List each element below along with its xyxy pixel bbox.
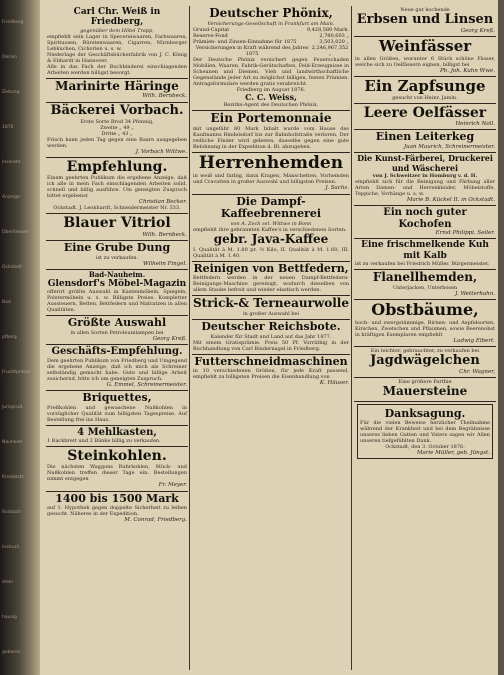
ad-mauersteine [354, 378, 496, 402]
ad-kuh [354, 239, 496, 270]
ad-place: Bad-Nauheim. [88, 269, 146, 279]
column-rule [189, 6, 190, 670]
ad-vitriol [46, 214, 188, 240]
ad-title: Weinfässer [378, 37, 472, 56]
ad-reinigen [192, 262, 350, 297]
gutter-text: geboren [2, 650, 21, 655]
figure-value: 3,503,020 „ [319, 38, 349, 45]
ad-auswahl [46, 316, 188, 345]
column-right [354, 6, 496, 670]
ad-obstbaeume [354, 300, 496, 347]
ad-baeckerei [46, 103, 188, 158]
ad-title: Die Kunst-Färberei, Druckerei und Wäscherei [357, 153, 493, 173]
page-edge [498, 0, 504, 675]
figure-value: 2,780,603 „ [319, 32, 349, 39]
ad-signature: Wilhelm Fingel. [143, 260, 187, 267]
ad-body: in großer Auswahl bei [242, 311, 300, 318]
ad-title: Futterschneidmaschinen [194, 354, 348, 368]
ad-title: Blauer Vitriol [63, 215, 171, 232]
ad-body: I. Qualität à M. 1.80 pr. ½ Kilo, II. Qualität à M. 1.60, III. Qualität à M. 1.40. [193, 246, 349, 259]
figure-row [193, 45, 349, 57]
ad-flanell [354, 270, 496, 300]
ad-signature: Marie Müller, geb. Jüngst. [416, 449, 490, 456]
ad-body: 1 Backbrett und 2 Bänke billig zu verkaufen. [47, 438, 161, 445]
gutter-text: Oerlen [2, 55, 18, 60]
ad-futter [192, 355, 350, 389]
ad-body: Einem geehrten Publikum die ergebene Anzeige, daß ich alle in mein Fach einschlagenden Arbeiten solid, schnell und billig ausführe. Um geneigten Zuspruch bittet ergebenst [47, 175, 187, 200]
ad-body: Alle in das Fach der Buchbinderei einschlagenden Arbeiten werden billigst besorgt. [47, 63, 187, 76]
ad-pretitle: Ein leichter, gebrauchter, zu verkaufen bei [370, 347, 480, 354]
ad-title: Geschäfts-Empfehlung. [51, 346, 183, 358]
gutter-text: Rosbach [2, 510, 21, 515]
ad-jagdwaegelchen [354, 347, 496, 378]
ad-body: hoch- und zwergstämmige, Birnen- und Aepfelsorten, Kirschen, Zwetschen und Pflaumen, sowie Beerenobst in kräftigen Exemplaren empfiehlt [355, 319, 495, 338]
ad-title: Empfehlung. [66, 159, 168, 176]
ad-title: Die Dampf-Kaffeebrennerei [220, 194, 322, 221]
column-rule [351, 6, 352, 670]
gutter-text: instruct [2, 545, 20, 550]
ad-title: Deutscher Phönix, [209, 6, 333, 20]
ad-date: Ockstadt, den 3. October 1876. [385, 443, 465, 450]
ad-signature: K. Häuser. [319, 380, 349, 387]
ad-title: Steinkohlen. [67, 448, 167, 465]
ad-signature: J. Vorbach Wittwe. [135, 148, 187, 155]
ad-title: Briquettes, [82, 390, 152, 404]
ad-body: Die nächsten Waggons Ruhrkohlen, Stück- und Nußkohlen treffen dieser Tage ein. Bestellungen nimmt entgegen [47, 464, 187, 483]
ad-body: in allen Sorten Petroleumlampen bei [70, 329, 164, 336]
ad-title: Erbsen und Linsen [356, 12, 494, 27]
ad-body: Der Deutsche Phönix versichert gegen Feuerschaden Mobilien, Waaren, Fabrik-Gerätschaften, Feld-Erzeugnisse in Scheunen und Diemen, Vieh und landwirthschaftliche Gegenstände jeder Art zu möglichst billigen, festen Prämien. Antragsformulare werden gratis verabreicht. [193, 56, 349, 87]
ad-phoenix [192, 6, 350, 111]
figure-value: 9,428,580 Mark. [306, 26, 349, 33]
ad-title: Strick-& Terneaurwolle [193, 296, 349, 311]
gutter-text: Inserate [2, 160, 21, 165]
ad-leiter [354, 130, 496, 153]
gutter-text: Fruchtpreise [2, 370, 30, 375]
ad-pretitle: Eine größere Parthie [398, 379, 452, 386]
ad-title: Größte Auswahl [67, 316, 167, 330]
ad-subtitle: Versicherungs-Gesellschaft in Frankfurt am Main. [207, 20, 335, 27]
gutter-text: 1876 [2, 125, 14, 130]
gutter-text: pfberg [2, 335, 17, 340]
ad-zapfjunge [354, 77, 496, 104]
ad-signature: Heinrich Noll. [455, 121, 495, 128]
gutter-text: hausig [2, 615, 17, 620]
ad-signature: Christian Becker. [138, 199, 187, 206]
ad-title: Marinirte Häringe [55, 78, 179, 93]
ad-subtitle: von A. Zech sel. Wittwe in Bonn [230, 220, 312, 227]
book-binding-gutter [0, 0, 40, 675]
ad-weiss [46, 6, 188, 79]
column-left [46, 6, 188, 670]
ad-subtitle: gegenüber dem Hôtel Trapp, [80, 27, 154, 34]
ad-signature: Wilh. Bernbeck. [142, 231, 187, 238]
ad-kochofen [354, 206, 496, 239]
ad-body: in 10 verschiedenen Größen, für jede Kraft passend, empfiehlt zu billigsten Preisen die Eisenhandlung von [193, 368, 349, 381]
ad-signature: Chr. Wagner, [459, 368, 495, 375]
ad-title: Ein Portemonnaie [210, 110, 332, 125]
ad-title: 1400 bis 1500 Mark [55, 491, 179, 505]
ad-signature: Fr. Meyer. [158, 482, 187, 489]
figure-label: Prämien- und Zinsen-Einnahme für 1875 [193, 38, 297, 45]
ad-signature: J. Sachs. [325, 185, 349, 192]
ad-title: Glensdorf's Möbel-Magazin [47, 278, 187, 289]
ad-subtitle: ist zu verkaufen. [95, 254, 139, 261]
ad-geschaeft [46, 345, 188, 391]
ad-herrenhemden [192, 153, 350, 195]
ad-title: Carl Chr. Weiß in Friedberg, [73, 7, 161, 28]
ad-kaffee [192, 195, 350, 262]
ad-title: gebr. Java-Kaffee [213, 231, 329, 246]
ad-body: Niederlage der Geschäftsbücherfabrik von J. C. König & Ebhardt in Hannover. [47, 51, 187, 64]
ad-danksagung [357, 404, 493, 459]
ad-signature: Ph. Joh. Kuhn Wwe. [439, 67, 495, 74]
price-line: Dritte „ 43 „ [101, 130, 133, 137]
ad-briquettes [46, 391, 188, 426]
gutter-text: Friedberg [2, 20, 24, 25]
ad-dung [46, 241, 188, 270]
ad-signature: Ernst Philippi, Seiler. [435, 230, 495, 237]
gutter-text: Zeitung [2, 90, 20, 95]
gutter-text: Oberhessen [2, 230, 29, 235]
ad-signature: J. Wetterhahn. [455, 290, 495, 297]
ad-title: Leere Oelfässer [363, 105, 487, 122]
figure-label: Grund-Capital [193, 26, 229, 33]
figure-label: Reserve-Fond [193, 32, 228, 39]
ad-title: Ein noch guter Kochofen [383, 207, 467, 230]
gutter-text: Kreisblatt [2, 475, 24, 480]
ad-oelfaesser [354, 104, 496, 130]
ad-title: Eine frischmelkende Kuh mit Kalb [361, 240, 489, 261]
ad-title: Eine Grube Dung [63, 240, 171, 254]
ad-signature: Ludwig Elbert. [453, 337, 495, 344]
price-line: Zweite „ 49 „ [100, 124, 134, 131]
ad-signature: C. C. Weiss, [245, 91, 297, 102]
ad-title: Reinigen von Bettfedern, [193, 261, 349, 275]
ad-signature: Juan Maurich, Schreinermeister. [403, 144, 495, 151]
ad-title: Danksagung. [384, 406, 466, 420]
ad-body: in weiß und farbig, dann Kragen, Manschetten, Vorhemden und Cravatten in großer Auswahl und billigsten Preisen. [193, 173, 349, 186]
ad-body: empfiehlt sein Lager in Specereiwaaren, Farbwaaren, Spirituosen, Bürstenwaaren, Cigarren, Nürnberger Lebkuchen, Cichorien u. s. w. [47, 33, 187, 52]
gutter-text: Ockstadt [2, 265, 23, 270]
gutter-text: Anzeige [2, 195, 20, 200]
ad-signature: M. Conrad, Friedberg. [124, 517, 187, 524]
ad-title: Mauersteine [382, 384, 468, 399]
ad-reichsbote [192, 320, 350, 355]
ad-steinkohlen [46, 447, 188, 491]
ad-body: Für die vielen Beweise herzlicher Theilnahme während der Krankheit und bei dem Begräbnisse unseres lieben Gatten und Vaters sagen wir Allen unseren tiefgefühlten Dank. [360, 419, 490, 444]
figure-label: Versicherungen in Kraft während des Jahres 1875 [195, 44, 309, 57]
gutter-text: stein [2, 580, 13, 585]
ad-weinfaesser [354, 37, 496, 77]
ad-empfehlung [46, 158, 188, 214]
ad-subtitle: Kalender für Stadt und Land auf das Jahr 1877. [210, 333, 332, 340]
ad-mehlkasten [46, 426, 188, 448]
ad-title: Einen Leiterkeg [375, 130, 475, 144]
ad-signature-sub: Bezirks-Agent des Deutschen Phönix. [223, 101, 319, 108]
figure-value: 2,246,967,352 „ [311, 44, 349, 57]
ad-subtitle: Unterjacken, Unterhosen [392, 284, 458, 291]
ad-signature: Georg Kreß. [152, 335, 187, 342]
ad-title: Ein Zapfsunge [364, 76, 486, 95]
ad-body: mit ungefähr 80 Mark Inhalt wurde vom Hause des Kaufmanns Rindelsdorf bis zur Bahnhofstraße verloren. Der redliche Finder wird gebeten, dasselbe gegen eine gute Belohnung in der Expedition d. Bl. abzugeben. [193, 125, 349, 150]
ad-erbsen [354, 6, 496, 37]
ad-body: ist zu verkaufen bei Friedrich Müller, Bürgermeister. [355, 261, 490, 268]
ad-footnote: Ockstadt. J. Leonhardt, Schneidermeister Nr. 333. [53, 205, 181, 212]
ad-moebel [46, 270, 188, 316]
ad-date: Friedberg im August 1876. [236, 86, 306, 93]
gutter-text: Bad [2, 300, 11, 305]
ad-title: Deutscher Reichsbote. [201, 320, 341, 334]
ad-body: empfiehlt ihre gebrannten Kaffee's in verschiedenen Sorten. [193, 226, 347, 233]
ad-body: Bettfedern werden in der neuen Dampf-Bettfedern-Reinigungs-Maschine gereinigt, wodurch dieselben von allem Staube befreit und wieder elastisch werden. [193, 275, 349, 294]
ad-title: Flanellhemden, [372, 270, 478, 285]
ad-title: Obstbäume, [371, 300, 479, 320]
ad-body: gesucht von Heinr. Jamin. [392, 95, 458, 102]
ad-title: 4 Mehlkasten, [77, 426, 157, 438]
price-line: Erste Sorte Brod 34 Pfennig, [80, 118, 154, 125]
ad-body: in allen Größen, worunter 6 Stück schöne Fässer, welche sich zu Oelfässern eignen, billigst bei [355, 55, 495, 68]
ad-portemonnaie [192, 111, 350, 153]
ad-body: offerirt größte Auswahl in Kastenmöbeln, Spiegeln, Polstermöbeln u. s. w. Billigste Preise. Kompletter Aussteuern, Betten, Bettfedern und Matratzen in allen Qualitäten. [47, 289, 187, 314]
ad-pretitle: Neue gut kochende [400, 7, 450, 13]
ad-signature: Wilh. Bernbeck. [142, 93, 187, 100]
column-middle [192, 6, 350, 670]
ad-title: Herrenhemden [198, 152, 344, 173]
ad-haringe [46, 79, 188, 103]
ad-body: Frisch kann jeden Tag gegen eine Baare ausgegeben werden. [47, 136, 187, 149]
ad-mark [46, 492, 188, 526]
ad-body: empfiehlt sich für die Reinigung und Färbung aller Arten Damen- und Herrenkleider, Möbelstoffe, Teppiche, Vorhänge u. s. w. [355, 178, 495, 197]
ad-faerberei [354, 153, 496, 206]
ad-subtitle: von J. Schweitzer in Homburg v. d. H. [372, 172, 478, 179]
gutter-text: jurisprud. [2, 405, 24, 410]
ad-signature: G. Emmel, Schreinermeister. [106, 381, 187, 388]
ad-body: Dem geehrten Publikum von Friedberg und Umgegend die ergebene Anzeige, daß ich mich als Schreiner selbständig gemacht habe. Gute und billige Arbeit zusichernd, bitte ich um geneigten Zuspruch. [47, 357, 187, 382]
gutter-text: Nauheim [2, 440, 23, 445]
ad-title: Jagdwägelchen [370, 352, 480, 368]
ad-signature: Georg Kreß. [460, 27, 495, 34]
ad-strickwolle [192, 296, 350, 320]
ad-body: Preßkohlen und gewaschene Nußkohlen in vorzüglicher Qualität zum billigsten Tagespreise. Auf Bestellung frei ins Haus. [47, 404, 187, 423]
ad-title: Bäckerei Vorbach. [50, 102, 184, 118]
ad-body: auf 1. Hypothek gegen doppelte Sicherheit zu leihen gesucht. Näheres in der Expedition. [47, 505, 187, 518]
ad-body: Mit einem Gratisprämie. Preis 50 Pf. Vorräthig in der Buchhandlung von Carl Bindernagel in Friedberg. [193, 339, 349, 352]
ad-signature: Marie B. Kückel II. in Ockstadt. [406, 196, 495, 203]
